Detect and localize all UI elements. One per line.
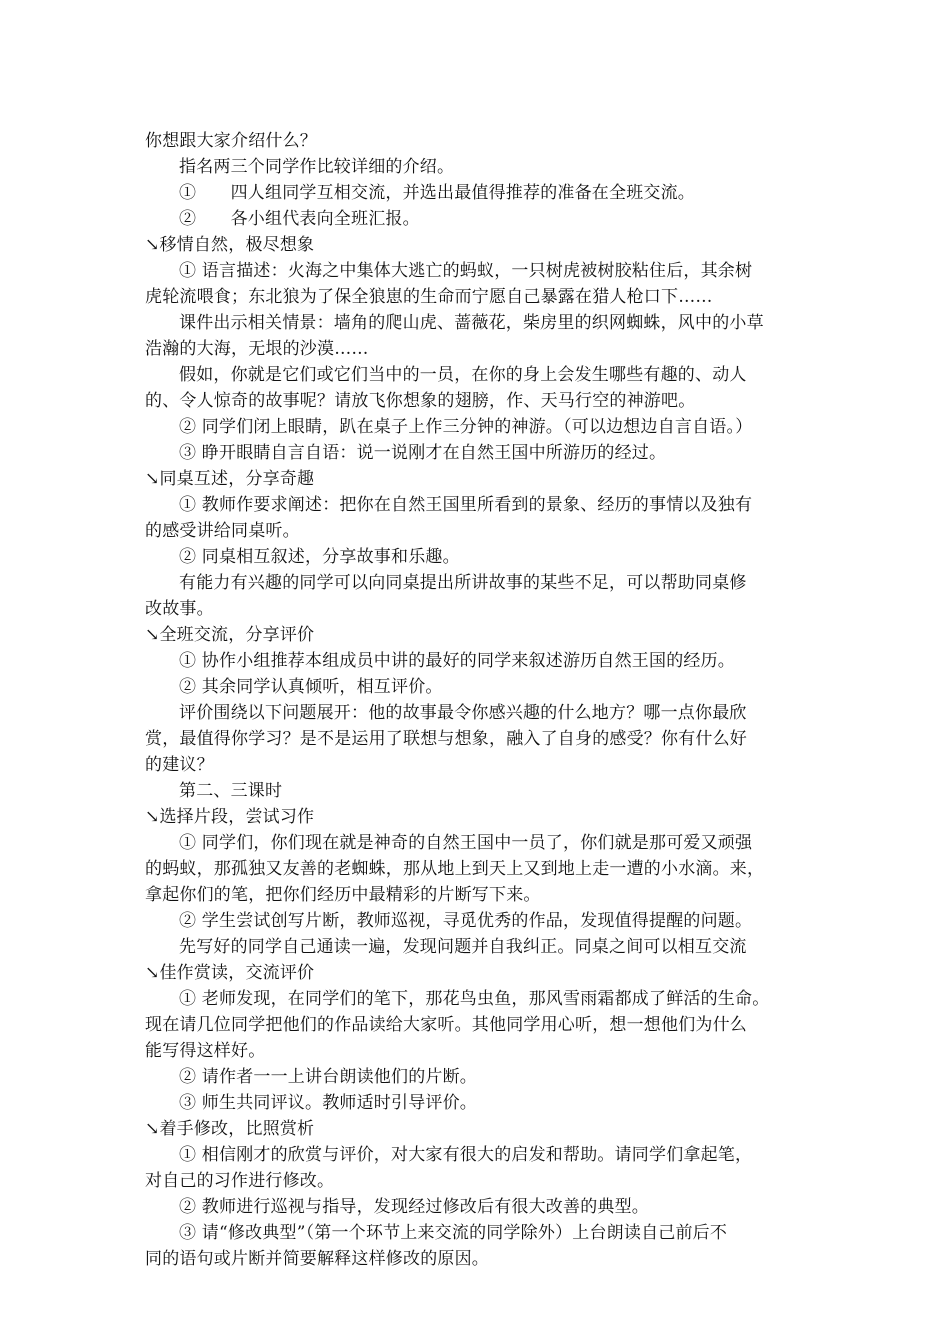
- text-line: 指名两三个同学作比较详细的介绍。: [179, 157, 455, 177]
- text-line: ↘佳作赏读，交流评价: [145, 963, 315, 983]
- text-line: 的蚂蚁，那孤独又友善的老蜘蛛，那从地上到天上又到地上走一遭的小水滴。来，: [145, 859, 765, 879]
- text-line: ② 请作者一一上讲台朗读他们的片断。: [179, 1067, 478, 1087]
- document-body: [145, 128, 810, 1272]
- text-line: ↘全班交流，分享评价: [145, 625, 315, 645]
- text-line: ① 教师作要求阐述：把你在自然王国里所看到的景象、经历的事情以及独有: [179, 495, 753, 515]
- text-line: ↘同桌互述，分享奇趣: [145, 469, 315, 489]
- text-line: 课件出示相关情景：墙角的爬山虎、蔷薇花，柴房里的织网蜘蛛，风中的小草: [179, 313, 764, 333]
- text-line: ① 四人组同学互相交流，并选出最值得推荐的准备在全班交流。: [179, 183, 695, 203]
- text-line: ↘移情自然，极尽想象: [145, 235, 315, 255]
- text-line: ② 学生尝试创写片断，教师巡视，寻觅优秀的作品，发现值得提醒的问题。: [179, 911, 753, 931]
- text-line: 评价围绕以下问题展开：他的故事最令你感兴趣的什么地方？哪一点你最欣: [179, 703, 747, 723]
- text-line: 的、令人惊奇的故事呢？请放飞你想象的翅膀，作、天马行空的神游吧。: [145, 391, 696, 411]
- text-line: 同的语句或片断并简要解释这样修改的原因。: [145, 1249, 489, 1269]
- text-line: 改故事。: [145, 599, 214, 619]
- text-line: ↘着手修改，比照赏析: [145, 1119, 315, 1139]
- text-line: 的建议？: [145, 755, 214, 775]
- text-line: ③ 睁开眼睛自言自语：说一说刚才在自然王国中所游历的经过。: [179, 443, 667, 463]
- text-line: 有能力有兴趣的同学可以向同桌提出所讲故事的某些不足，可以帮助同桌修: [179, 573, 747, 593]
- text-line: ② 同桌相互叙述，分享故事和乐趣。: [179, 547, 460, 567]
- text-line: ① 语言描述：火海之中集体大逃亡的蚂蚁，一只树虎被树胶粘住后，其余树: [179, 261, 753, 281]
- text-line: ② 同学们闭上眼睛，趴在桌子上作三分钟的神游。（可以边想边自言自语。）: [179, 417, 753, 437]
- text-line: ② 各小组代表向全班汇报。: [179, 209, 420, 229]
- text-line: ③ 师生共同评议。教师适时引导评价。: [179, 1093, 478, 1113]
- text-line: 现在请几位同学把他们的作品读给大家听。其他同学用心听，想一想他们为什么: [145, 1015, 747, 1035]
- text-line: 你想跟大家介绍什么？: [145, 131, 317, 151]
- text-line: 拿起你们的笔，把你们经历中最精彩的片断写下来。: [145, 885, 541, 905]
- text-line: ↘选择片段，尝试习作: [145, 807, 315, 827]
- text-line: ① 相信刚才的欣赏与评价，对大家有很大的启发和帮助。请同学们拿起笔，: [179, 1145, 753, 1165]
- text-line: ② 教师进行巡视与指导，发现经过修改后有很大改善的典型。: [179, 1197, 650, 1217]
- text-line: 的感受讲给同桌听。: [145, 521, 300, 541]
- text-line: ① 同学们，你们现在就是神奇的自然王国中一员了，你们就是那可爱又顽强: [179, 833, 753, 853]
- text-line: 第二、三课时: [179, 781, 283, 801]
- text-line: 虎轮流喂食；东北狼为了保全狼崽的生命而宁愿自己暴露在猎人枪口下……: [145, 287, 713, 307]
- text-line: ③ 请“修改典型”（第一个环节上来交流的同学除外）上台朗读自己前后不: [179, 1223, 728, 1243]
- text-line: 浩瀚的大海，无垠的沙漠……: [145, 339, 369, 359]
- text-line: ① 老师发现，在同学们的笔下，那花鸟虫鱼，那风雪雨霜都成了鲜活的生命。: [179, 989, 770, 1009]
- text-line: ② 其余同学认真倾听，相互评价。: [179, 677, 443, 697]
- text-line: ① 协作小组推荐本组成员中讲的最好的同学来叙述游历自然王国的经历。: [179, 651, 736, 671]
- text-line: 先写好的同学自己通读一遍，发现问题并自我纠正。同桌之间可以相互交流: [179, 937, 747, 957]
- text-line: 赏，最值得你学习？是不是运用了联想与想象，融入了自身的感受？你有什么好: [145, 729, 747, 749]
- text-line: 假如，你就是它们或它们当中的一员，在你的身上会发生哪些有趣的、动人: [179, 365, 747, 385]
- text-line: 能写得这样好。: [145, 1041, 266, 1061]
- text-line: 对自己的习作进行修改。: [145, 1171, 335, 1191]
